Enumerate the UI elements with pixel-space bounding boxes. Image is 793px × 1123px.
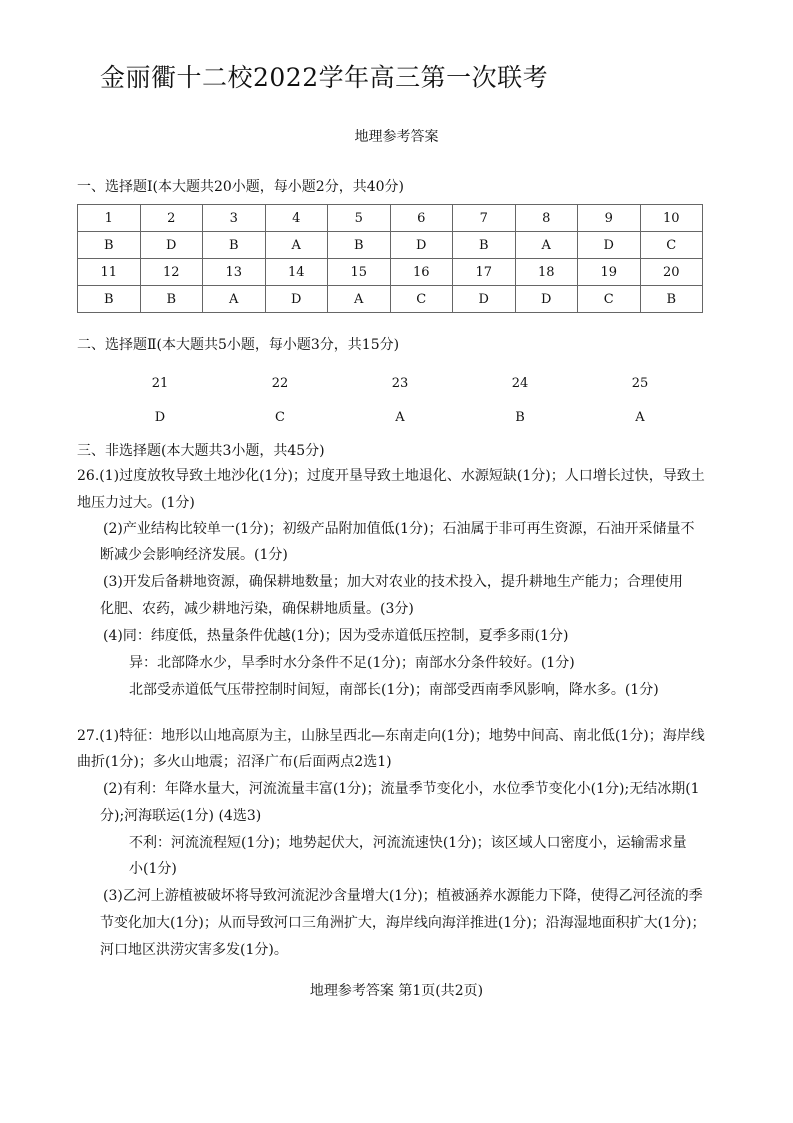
q27-line: 27.(1)特征：地形以山地高原为主，山脉呈西北—东南走向(1分)；地势中间高、南北低(1分)；海岸线 <box>77 728 705 744</box>
table-cell: 12 <box>140 259 203 286</box>
section-2-numbers <box>100 376 700 391</box>
table-cell: 2 <box>140 205 203 232</box>
table-cell: B <box>78 286 141 313</box>
table-cell: 19 <box>578 259 641 286</box>
answer-table-1 <box>77 204 703 313</box>
table-cell: 17 <box>453 259 516 286</box>
table-cell: 13 <box>203 259 266 286</box>
table-cell: B <box>78 232 141 259</box>
table-cell: B <box>328 232 391 259</box>
table-cell: 9 <box>578 205 641 232</box>
q27-line: 曲折(1分)；多火山地震；沼泽广布(后面两点2选1) <box>77 754 392 770</box>
section-2-answers <box>100 410 700 425</box>
table-row <box>78 286 703 313</box>
table-cell: 14 <box>265 259 328 286</box>
table-cell: 10 <box>640 205 703 232</box>
table-cell: D <box>265 286 328 313</box>
table-cell: B <box>140 286 203 313</box>
q27-line: 河口地区洪涝灾害多发(1分)。 <box>100 942 288 958</box>
table-cell: A <box>265 232 328 259</box>
q27-line: (2)有利：年降水量大，河流流量丰富(1分)；流量季节变化小，水位季节变化小(1分);无结冰期(1 <box>103 781 700 797</box>
q2-number: 22 <box>271 376 289 391</box>
exam-title: 金丽衢十二校2022学年高三第一次联考 <box>100 63 549 92</box>
section-1-heading: 一、选择题Ⅰ(本大题共20小题，每小题2分，共40分) <box>77 179 404 195</box>
q27-line: 节变化加大(1分)；从而导致河口三角洲扩大，海岸线向海洋推进(1分)；沿海湿地面积扩大(1分)； <box>100 915 706 931</box>
section-3-heading: 三、非选择题(本大题共3小题，共45分) <box>77 443 325 459</box>
q2-answer: B <box>515 410 525 425</box>
table-cell: 5 <box>328 205 391 232</box>
q2-number: 21 <box>151 376 169 391</box>
table-cell: 18 <box>515 259 578 286</box>
table-row <box>78 205 703 232</box>
table-cell: C <box>390 286 453 313</box>
q26-line: (2)产业结构比较单一(1分)；初级产品附加值低(1分)；石油属于非可再生资源，石油开采储量不 <box>103 521 695 537</box>
table-cell: D <box>140 232 203 259</box>
q26-line: 北部受赤道低气压带控制时间短，南部长(1分)；南部受西南季风影响，降水多。(1分) <box>129 682 659 698</box>
table-cell: 3 <box>203 205 266 232</box>
table-cell: A <box>328 286 391 313</box>
table-cell: B <box>453 232 516 259</box>
q26-line: 26.(1)过度放牧导致土地沙化(1分)；过度开垦导致土地退化、水源短缺(1分)；人口增长过快，导致土 <box>77 468 705 484</box>
q2-answer: A <box>395 410 405 425</box>
answer-key-subtitle: 地理参考答案 <box>354 129 439 145</box>
table-row <box>78 259 703 286</box>
section-2-heading: 二、选择题Ⅱ(本大题共5小题，每小题3分，共15分) <box>77 337 400 353</box>
q2-answer: A <box>635 410 645 425</box>
table-cell: D <box>578 232 641 259</box>
table-cell: B <box>203 232 266 259</box>
table-cell: A <box>203 286 266 313</box>
table-cell: C <box>578 286 641 313</box>
table-cell: 6 <box>390 205 453 232</box>
q26-line: 化肥、农药，减少耕地污染，确保耕地质量。(3分) <box>100 601 414 617</box>
table-cell: D <box>453 286 516 313</box>
q2-number: 25 <box>631 376 649 391</box>
table-cell: 11 <box>78 259 141 286</box>
table-cell: 20 <box>640 259 703 286</box>
page-footer: 地理参考答案 第1页(共2页) <box>309 983 484 999</box>
q2-answer: C <box>275 410 285 425</box>
q26-line: (4)同：纬度低，热量条件优越(1分)；因为受赤道低压控制，夏季多雨(1分) <box>103 628 569 644</box>
table-cell: D <box>515 286 578 313</box>
table-cell: C <box>640 232 703 259</box>
q26-line: 地压力过大。(1分) <box>77 495 195 511</box>
table-cell: 1 <box>78 205 141 232</box>
q27-line: (3)乙河上游植被破坏将导致河流泥沙含量增大(1分)；植被涵养水源能力下降，使得乙河径流的季 <box>103 888 703 904</box>
table-cell: B <box>640 286 703 313</box>
q26-line: (3)开发后备耕地资源，确保耕地数量；加大对农业的技术投入，提升耕地生产能力；合理使用 <box>103 574 683 590</box>
q27-line: 小(1分) <box>129 861 177 877</box>
table-cell: 16 <box>390 259 453 286</box>
q2-number: 23 <box>391 376 409 391</box>
table-cell: 7 <box>453 205 516 232</box>
table-cell: 4 <box>265 205 328 232</box>
q26-line: 断减少会影响经济发展。(1分) <box>100 547 288 563</box>
q27-line: 不利：河流流程短(1分)；地势起伏大，河流流速快(1分)；该区域人口密度小，运输需求量 <box>129 835 687 851</box>
table-cell: D <box>390 232 453 259</box>
q27-line: 分);河海联运(1分) (4选3) <box>100 808 262 824</box>
q2-number: 24 <box>511 376 529 391</box>
table-cell: A <box>515 232 578 259</box>
q26-line: 异：北部降水少，旱季时水分条件不足(1分)；南部水分条件较好。(1分) <box>129 655 575 671</box>
table-cell: 15 <box>328 259 391 286</box>
table-row <box>78 232 703 259</box>
table-cell: 8 <box>515 205 578 232</box>
q2-answer: D <box>154 410 166 425</box>
